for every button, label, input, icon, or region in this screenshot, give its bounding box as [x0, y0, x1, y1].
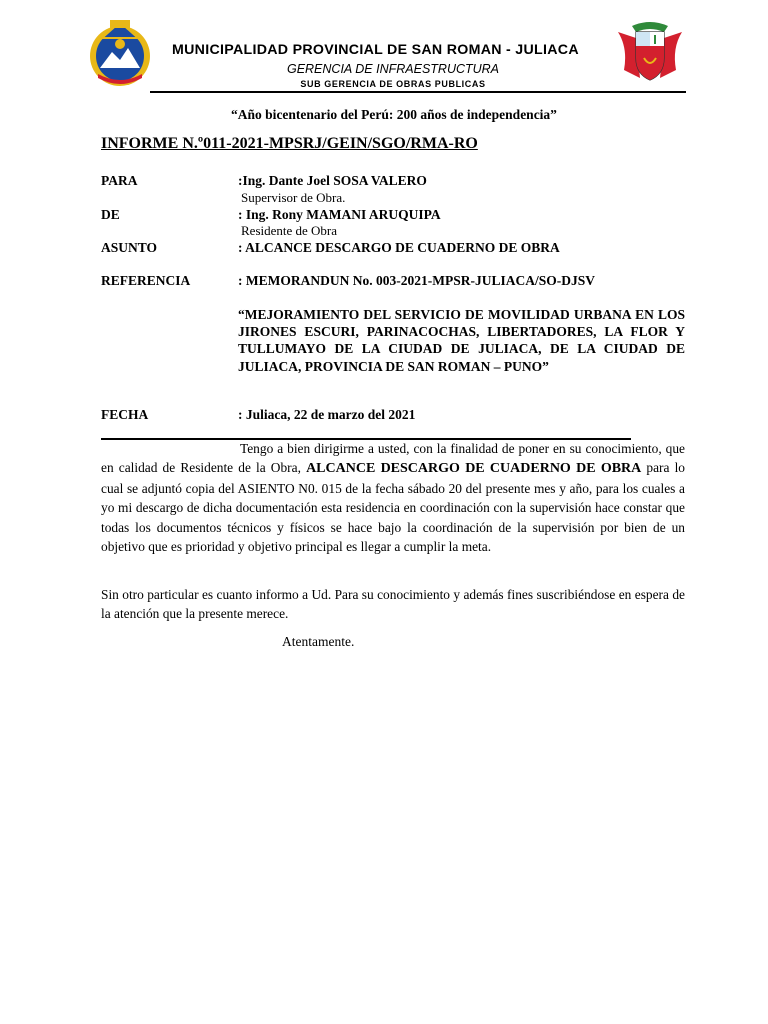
de-label: DE	[101, 207, 120, 222]
referencia-label: REFERENCIA	[101, 273, 191, 288]
informe-title: INFORME N.º011-2021-MPSRJ/GEIN/SGO/RMA-RO	[101, 135, 478, 152]
body-paragraph-2: Sin otro particular es cuanto informo a Ud. Para su conocimiento y además fines suscribiéndose en espera de la atención que la presente merece.	[101, 587, 685, 622]
body-paragraph-1-text-b: para lo cual se adjuntó copia del ASIENTO N0. 015 de la fecha sábado 20 del presente mes y año, para los cuales a yo mi descargo de dicha documentación esta residencia en coordinación con la supervisión hace constar que todas los documentos técnicos y físicos se hace bajo la coordinación de la supervisión por bien de un objetivo que es prioridad y objetivo principal es llegar a cumplir la meta.	[101, 460, 685, 555]
de-role: Residente de Obra	[241, 223, 338, 238]
body-paragraph-1-text-a: Tengo a bien dirigirme a usted, con la finalidad de poner en su conocimiento, que en calidad de Residente de la Obra,	[101, 441, 685, 476]
fecha-value: : Juliaca, 22 de marzo del 2021	[238, 407, 416, 422]
body-paragraph-1-bold: ALCANCE DESCARGO DE CUADERNO DE OBRA	[306, 461, 642, 477]
closing: Atentamente.	[282, 634, 355, 649]
municipal-crest-icon	[88, 16, 152, 88]
header-divider	[150, 91, 686, 93]
de-value: : Ing. Rony MAMANI ARUQUIPA	[238, 207, 441, 222]
referencia-value: : MEMORANDUN No. 003-2021-MPSR-JULIACA/SO-DJSV	[238, 273, 595, 288]
header-subsubtitle: SUB GERENCIA DE OBRAS PUBLICAS	[300, 79, 486, 89]
project-description: “MEJORAMIENTO DEL SERVICIO DE MOVILIDAD URBANA EN LOS JIRONES ESCURI, PARINACOCHAS, LIBERTADORES, LA FLOR Y TULLUMAYO DE LA CIUDAD DE JULIACA, DE LA CIUDAD DE JULIACA, PROVINCIA DE SAN ROMAN – PUNO”	[238, 307, 685, 374]
asunto-label: ASUNTO	[101, 240, 158, 255]
para-role: Supervisor de Obra.	[241, 190, 346, 205]
para-value: :Ing. Dante Joel SOSA VALERO	[238, 173, 427, 188]
header-subtitle: GERENCIA DE INFRAESTRUCTURA	[286, 62, 500, 76]
asunto-value: : ALCANCE DESCARGO DE CUADERNO DE OBRA	[238, 240, 560, 255]
peru-coat-of-arms-icon	[614, 18, 686, 88]
fecha-label: FECHA	[101, 407, 149, 422]
para-label: PARA	[101, 173, 138, 188]
header-title: MUNICIPALIDAD PROVINCIAL DE SAN ROMAN - JULIACA	[172, 42, 579, 58]
motto: “Año bicentenario del Perú: 200 años de independencia”	[231, 107, 557, 122]
body-paragraph-1	[101, 439, 685, 556]
